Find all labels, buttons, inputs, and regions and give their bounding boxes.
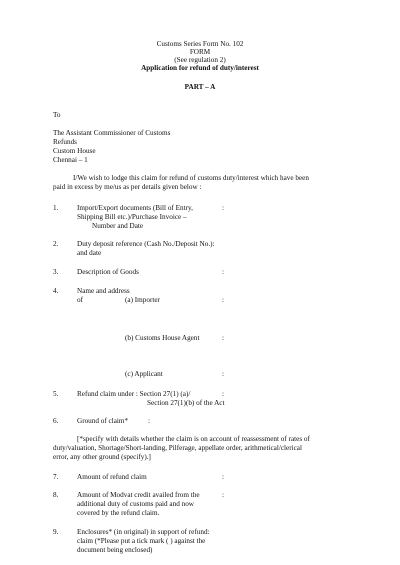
item-8-colon: : bbox=[222, 491, 224, 499]
ground-note-2: duty/valuation, Shortage/Short-landing, Pilferage, appellate order, arithmetical/clerical bbox=[53, 444, 302, 452]
item-1-label: Import/Export documents (Bill of Entry, bbox=[77, 204, 193, 212]
agent-colon: : bbox=[222, 334, 224, 342]
item-1-number: 1. bbox=[53, 204, 59, 212]
item-3-colon: : bbox=[222, 268, 224, 276]
agent-label: (b) Customs House Agent bbox=[125, 334, 200, 342]
addressee-city: Chennai – 1 bbox=[53, 156, 88, 164]
importer-label: (a) Importer bbox=[125, 296, 160, 304]
ground-note-1: [*specify with details whether the claim is on account of reassessment of rates of bbox=[77, 435, 310, 443]
item-4-label: Name and address bbox=[77, 287, 130, 295]
item-5-label: Refund claim under : Section 27(1) (a)/ bbox=[77, 390, 191, 398]
form-title: Application for refund of duty/interest bbox=[141, 64, 259, 72]
addressee-department: Refunds bbox=[53, 138, 77, 146]
item-5-label-2: Section 27(1)(b) of the Act bbox=[147, 399, 225, 407]
intro-line-1: I/We wish to lodge this claim for refund of customs duty/interest which have been bbox=[73, 174, 309, 182]
item-4-number: 4. bbox=[53, 287, 59, 295]
item-3-label: Description of Goods bbox=[77, 268, 139, 276]
form-label: FORM bbox=[189, 48, 211, 56]
item-1-colon: : bbox=[222, 204, 224, 212]
item-9-number: 9. bbox=[53, 528, 59, 536]
item-8-label: Amount of Modvat credit availed from the bbox=[77, 491, 200, 499]
addressee-office: Custom House bbox=[53, 147, 96, 155]
item-7-colon: : bbox=[222, 473, 224, 481]
applicant-label: (c) Applicant bbox=[125, 370, 163, 378]
item-9-label-3: document being enclosed) bbox=[77, 546, 153, 554]
item-8-number: 8. bbox=[53, 491, 59, 499]
item-8-label-3: covered by the refund claim. bbox=[77, 509, 160, 517]
intro-line-2: paid in excess by me/us as per details given below : bbox=[53, 183, 202, 191]
item-7-number: 7. bbox=[53, 473, 59, 481]
item-9-label: Enclosures* (in original) in support of refund: bbox=[77, 528, 210, 536]
item-2-number: 2. bbox=[53, 240, 59, 248]
item-3-number: 3. bbox=[53, 268, 59, 276]
item-5-colon: : bbox=[222, 390, 224, 398]
item-9-label-2: claim (*Please put a tick mark ( ) against the bbox=[77, 537, 206, 545]
address-to: To bbox=[53, 111, 61, 119]
item-1-label-3: Number and Date bbox=[92, 222, 144, 230]
addressee-title: The Assistant Commissioner of Customs bbox=[53, 129, 171, 137]
item-6-label: Ground of claim* bbox=[77, 417, 129, 425]
item-7-label: Amount of refund claim bbox=[77, 473, 147, 481]
item-1-label-2: Shipping Bill etc.)/Purchase Invoice – bbox=[77, 213, 187, 221]
item-6-number: 6. bbox=[53, 417, 59, 425]
item-2-label-2: and date bbox=[77, 249, 102, 257]
item-5-number: 5. bbox=[53, 390, 59, 398]
applicant-colon: : bbox=[222, 370, 224, 378]
ground-note-3: error, any other ground (specify).] bbox=[53, 453, 151, 461]
part-heading: PART – A bbox=[184, 83, 216, 91]
regulation-reference: (See regulation 2) bbox=[174, 56, 226, 64]
item-4-of: of bbox=[77, 296, 83, 304]
importer-colon: : bbox=[222, 296, 224, 304]
item-6-colon: : bbox=[148, 417, 150, 425]
item-8-label-2: additional duty of customs paid and now bbox=[77, 500, 194, 508]
form-series: Customs Series Form No. 102 bbox=[156, 40, 244, 48]
item-2-label: Duty deposit reference (Cash No./Deposit No.): bbox=[77, 240, 215, 248]
